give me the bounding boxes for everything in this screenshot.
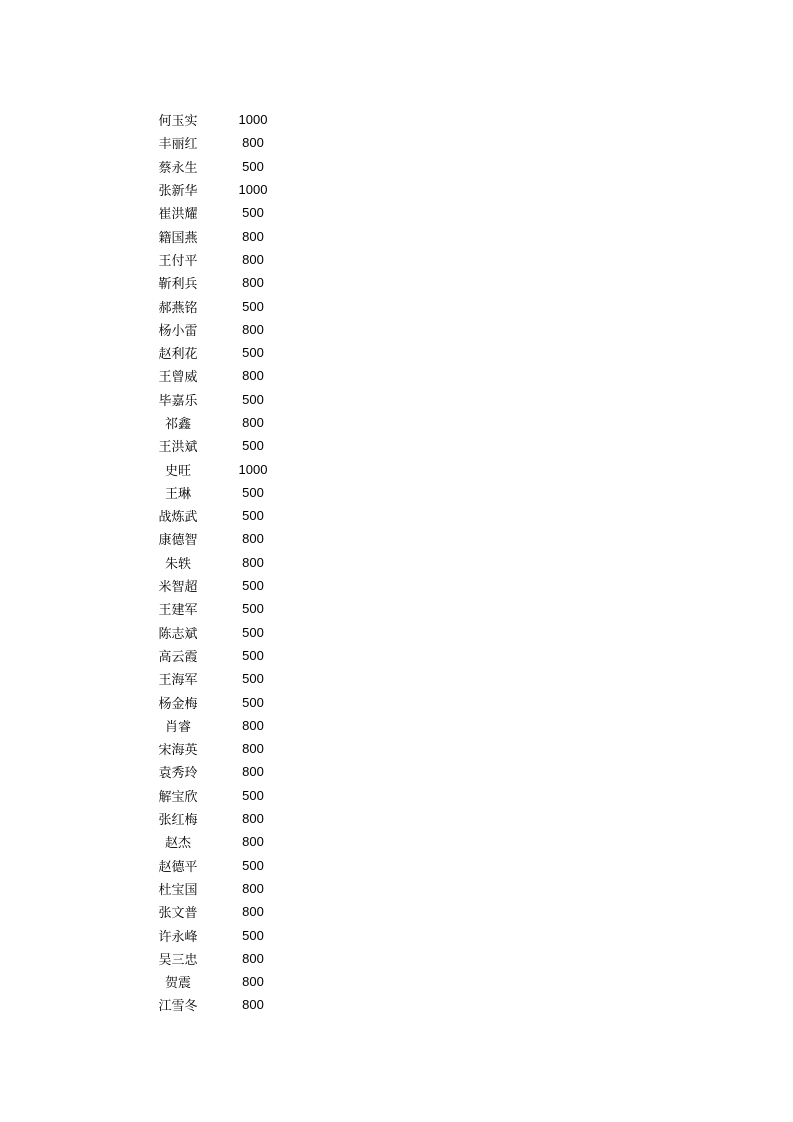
- person-name: 张红梅: [158, 813, 198, 829]
- list-row: [148, 364, 308, 387]
- amount-value: 800: [242, 321, 264, 337]
- amount-value: 800: [242, 880, 264, 896]
- list-row: [148, 621, 308, 644]
- amount-value: 800: [242, 741, 264, 757]
- person-name: 宋海英: [158, 743, 198, 759]
- person-name: 赵利花: [158, 347, 198, 363]
- person-name: 江雪冬: [158, 999, 198, 1015]
- list-row: [148, 551, 308, 574]
- list-row: [148, 271, 308, 294]
- person-name: 贺震: [164, 976, 191, 992]
- list-row: [148, 504, 308, 527]
- person-name: 赵杰: [164, 836, 191, 852]
- person-name: 杨小雷: [158, 323, 198, 339]
- list-row: [148, 667, 308, 690]
- list-row: [148, 760, 308, 783]
- person-name: 康德智: [158, 533, 198, 549]
- person-name: 丰丽红: [158, 137, 198, 153]
- amount-value: 500: [242, 578, 264, 594]
- amount-value: 500: [242, 624, 264, 640]
- amount-value: 500: [242, 508, 264, 524]
- list-row: [148, 970, 308, 993]
- person-name: 杜宝国: [158, 882, 198, 898]
- list-row: [148, 993, 308, 1016]
- amount-value: 500: [242, 345, 264, 361]
- person-name: 赵德平: [158, 859, 198, 875]
- person-name: 崔洪耀: [158, 207, 198, 223]
- list-row: [148, 877, 308, 900]
- person-name: 郝燕铭: [158, 300, 198, 316]
- person-name: 张文普: [158, 906, 198, 922]
- person-name: 朱轶: [164, 556, 191, 572]
- amount-value: 500: [242, 857, 264, 873]
- person-name: 王付平: [158, 253, 198, 269]
- list-row: [148, 737, 308, 760]
- amount-value: 800: [242, 531, 264, 547]
- person-name: 杨金梅: [158, 696, 198, 712]
- amount-value: 800: [242, 368, 264, 384]
- amount-value: 500: [242, 694, 264, 710]
- amount-value: 800: [242, 228, 264, 244]
- list-row: [148, 201, 308, 224]
- person-name: 王曾威: [158, 370, 198, 386]
- list-row: [148, 900, 308, 923]
- person-name: 米智超: [158, 580, 198, 596]
- list-row: [148, 131, 308, 154]
- person-name: 籍国燕: [158, 230, 198, 246]
- list-row: [148, 318, 308, 341]
- amount-value: 800: [242, 904, 264, 920]
- person-name: 何玉实: [158, 114, 198, 130]
- amount-value: 800: [242, 415, 264, 430]
- amount-value: 1000: [238, 182, 268, 198]
- amount-value: 500: [242, 484, 264, 500]
- person-name: 许永峰: [158, 929, 198, 945]
- list-row: [148, 457, 308, 480]
- person-name: 吴三忠: [158, 952, 198, 968]
- amount-value: 800: [242, 811, 264, 827]
- person-name: 解宝欣: [158, 789, 198, 805]
- list-row: [148, 178, 308, 201]
- person-name: 高云霞: [158, 649, 198, 665]
- name-amount-list: [148, 108, 308, 1017]
- amount-value: 1000: [238, 461, 268, 477]
- amount-value: 800: [242, 275, 264, 291]
- list-row: [148, 854, 308, 877]
- amount-value: 800: [242, 974, 264, 990]
- list-row: [148, 294, 308, 317]
- person-name: 靳利兵: [158, 277, 198, 293]
- amount-value: 500: [242, 298, 264, 314]
- amount-value: 800: [242, 135, 264, 151]
- list-row: [148, 434, 308, 457]
- amount-value: 800: [242, 950, 264, 966]
- amount-value: 800: [242, 554, 264, 570]
- list-row: [148, 411, 308, 434]
- list-row: [148, 690, 308, 713]
- person-name: 张新华: [158, 184, 198, 200]
- list-row: [148, 807, 308, 830]
- list-row: [148, 644, 308, 667]
- list-row: [148, 784, 308, 807]
- list-row: [148, 527, 308, 550]
- person-name: 王建军: [158, 603, 198, 619]
- list-row: [148, 248, 308, 271]
- amount-value: 500: [242, 647, 264, 663]
- list-row: [148, 481, 308, 504]
- person-name: 祁鑫: [164, 417, 191, 432]
- list-row: [148, 224, 308, 247]
- list-row: [148, 597, 308, 620]
- list-row: [148, 574, 308, 597]
- list-row: [148, 714, 308, 737]
- person-name: 王琳: [164, 486, 191, 502]
- list-row: [148, 108, 308, 131]
- person-name: 王海军: [158, 673, 198, 689]
- list-row: [148, 947, 308, 970]
- amount-value: 800: [242, 251, 264, 267]
- person-name: 史旺: [164, 463, 191, 479]
- amount-value: 500: [242, 205, 264, 221]
- amount-value: 500: [242, 671, 264, 687]
- amount-value: 800: [242, 997, 264, 1013]
- person-name: 王洪斌: [158, 440, 198, 456]
- amount-value: 500: [242, 787, 264, 803]
- list-row: [148, 341, 308, 364]
- amount-value: 500: [242, 158, 264, 174]
- list-row: [148, 830, 308, 853]
- person-name: 毕嘉乐: [158, 393, 198, 409]
- person-name: 蔡永生: [158, 160, 198, 176]
- person-name: 袁秀玲: [158, 766, 198, 782]
- amount-value: 800: [242, 717, 264, 733]
- person-name: 陈志斌: [158, 626, 198, 642]
- amount-value: 500: [242, 438, 264, 454]
- list-row: [148, 923, 308, 946]
- list-row: [148, 388, 308, 411]
- amount-value: 500: [242, 927, 264, 943]
- person-name: 肖睿: [164, 719, 191, 735]
- amount-value: 1000: [238, 112, 268, 128]
- amount-value: 500: [242, 601, 264, 617]
- amount-value: 500: [242, 391, 264, 407]
- amount-value: 800: [242, 764, 264, 780]
- amount-value: 800: [242, 834, 264, 850]
- list-row: [148, 155, 308, 178]
- person-name: 战炼武: [158, 510, 198, 526]
